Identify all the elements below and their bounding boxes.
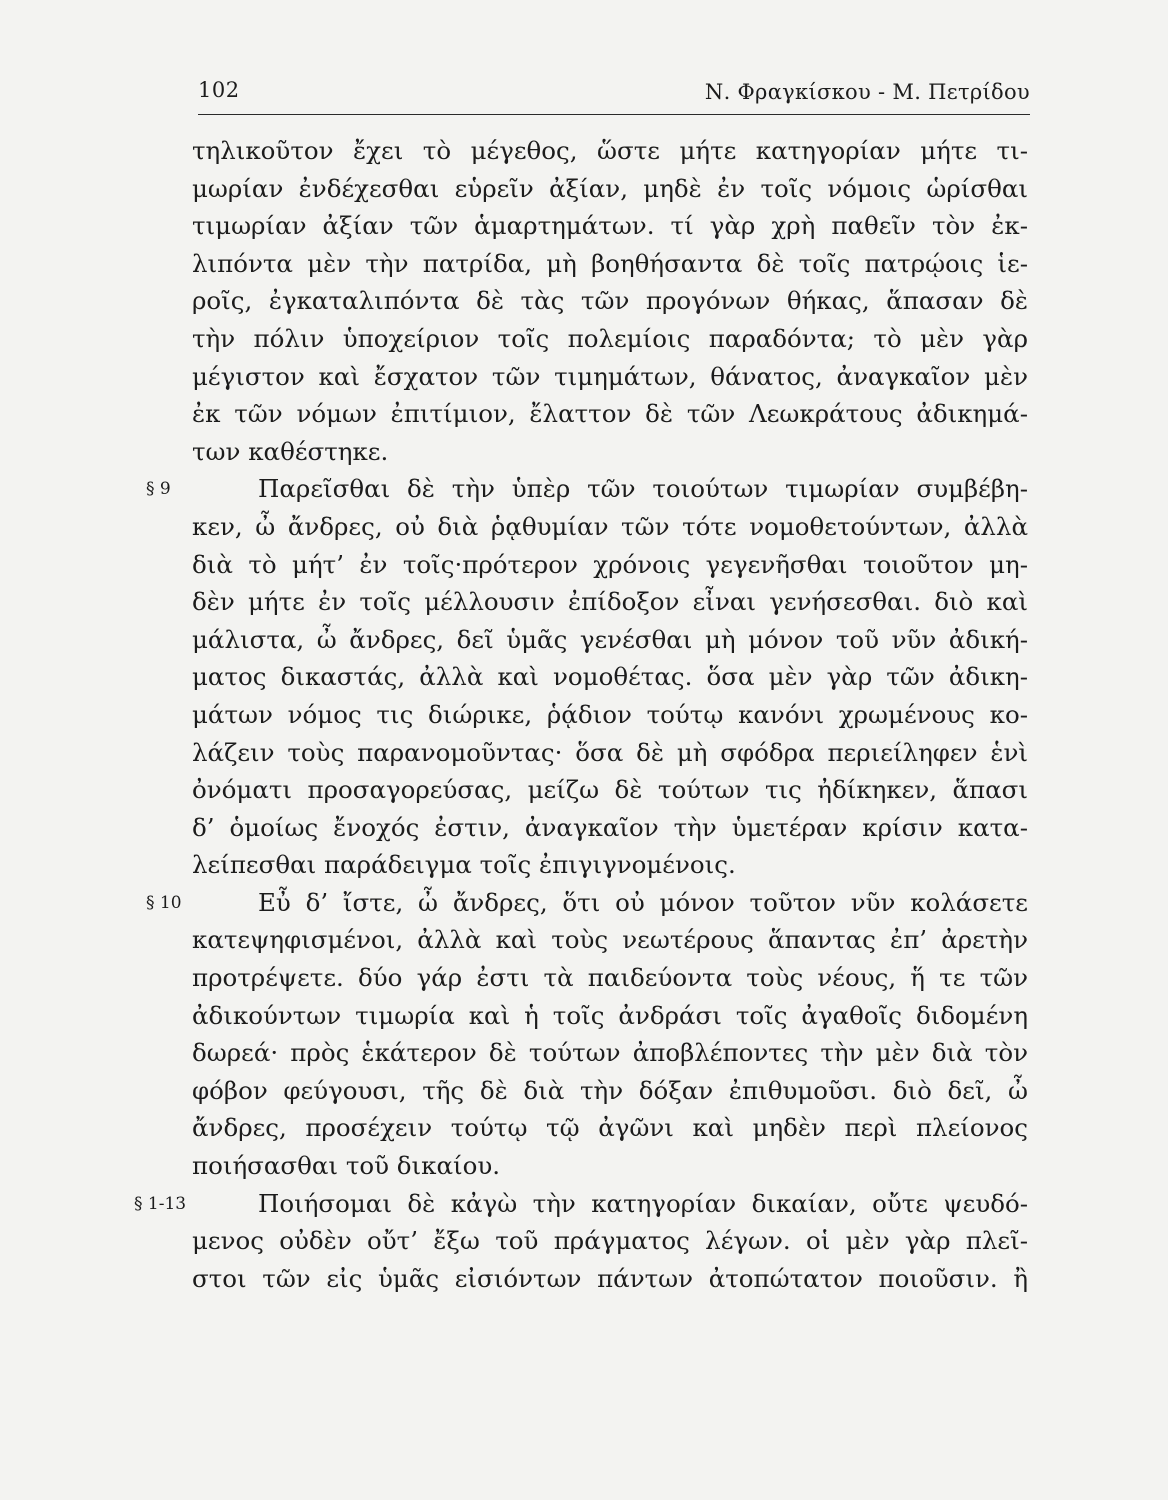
- paragraph-10-start: [146, 884, 1028, 922]
- text-line: Παρεῖσθαι δὲ τὴν ὑπὲρ τῶν τοιούτων τιμωρίαν συμβέβη-: [258, 474, 1028, 504]
- text-line: μέγιστον καὶ ἔσχατον τῶν τιμημάτων, θάνατος, ἀναγκαῖον μὲν: [192, 361, 1028, 391]
- text-line: λάζειν τοὺς παρανομοῦντας· ὅσα δὲ μὴ σφόδρα περιείληφεν ἑνὶ: [192, 737, 1028, 767]
- header-rule: [198, 114, 1030, 115]
- text-line: διὰ τὸ μήτ’ ἐν τοῖς·πρότερον χρόνοις γεγενῆσθαι τοιοῦτον μη-: [192, 549, 1028, 579]
- text-line: κατεψηφισμένοι, ἀλλὰ καὶ τοὺς νεωτέρους ἅπαντας ἐπ’ ἀρετὴν: [192, 925, 1028, 955]
- text-line: λιπόντα μὲν τὴν πατρίδα, μὴ βοηθήσαντα δὲ τοῖς πατρῴοις ἱε-: [192, 248, 1028, 278]
- section-marker-10: § 10: [146, 892, 182, 913]
- paragraph-9-start: [146, 470, 1028, 508]
- running-title: Ν. Φραγκίσκου - Μ. Πετρίδου: [704, 80, 1030, 104]
- text-line: κεν, ὦ ἄνδρες, οὐ διὰ ῥᾳθυμίαν τῶν τότε νομοθετούντων, ἀλλὰ: [192, 511, 1028, 541]
- text-line: Ποιήσομαι δὲ κἀγὼ τὴν κατηγορίαν δικαίαν, οὔτε ψευδό-: [258, 1188, 1028, 1218]
- text-line: φόβον φεύγουσι, τῆς δὲ διὰ τὴν δόξαν ἐπιθυμοῦσι. διὸ δεῖ, ὦ: [192, 1075, 1028, 1105]
- text-line: μάτων νόμος τις διώρικε, ῥᾴδιον τούτῳ κανόνι χρωμένους κο-: [192, 699, 1028, 729]
- body-text: [134, 132, 1028, 1297]
- text-line: τιμωρίαν ἀξίαν τῶν ἁμαρτημάτων. τί γὰρ χρὴ παθεῖν τὸν ἐκ-: [192, 211, 1028, 241]
- text-line: μωρίαν ἐνδέχεσθαι εὑρεῖν ἀξίαν, μηδὲ ἐν τοῖς νόμοις ὡρίσθαι: [192, 173, 1028, 203]
- text-line: ροῖς, ἐγκαταλιπόντα δὲ τὰς τῶν προγόνων θήκας, ἅπασαν δὲ: [192, 286, 1028, 316]
- text-line: ἄνδρες, προσέχειν τούτῳ τῷ ἀγῶνι καὶ μηδὲν περὶ πλείονος: [192, 1113, 1028, 1143]
- text-line: Εὖ δ’ ἴστε, ὦ ἄνδρες, ὅτι οὐ μόνον τοῦτον νῦν κολάσετε: [258, 887, 1028, 917]
- text-line: των καθέστηκε.: [192, 436, 389, 466]
- text-line: δ’ ὁμοίως ἔνοχός ἐστιν, ἀναγκαῖον τὴν ὑμετέραν κρίσιν κατα-: [192, 812, 1028, 842]
- text-line: δὲν μήτε ἐν τοῖς μέλλουσιν ἐπίδοξον εἶναι γενήσεσθαι. διὸ καὶ: [192, 587, 1028, 617]
- paragraph-11-13-start: [134, 1185, 1028, 1223]
- text-line: μενος οὐδὲν οὔτ’ ἔξω τοῦ πράγματος λέγων. οἱ μὲν γὰρ πλεῖ-: [192, 1226, 1028, 1256]
- text-line: μάλιστα, ὦ ἄνδρες, δεῖ ὑμᾶς γενέσθαι μὴ μόνον τοῦ νῦν ἀδική-: [192, 624, 1028, 654]
- text-line: ὀνόματι προσαγορεύσας, μείζω δὲ τούτων τις ἠδίκηκεν, ἅπασι: [192, 775, 1028, 805]
- page-number: 102: [198, 78, 240, 102]
- text-line: λείπεσθαι παράδειγμα τοῖς ἐπιγιγνομένοις.: [192, 850, 736, 880]
- section-marker-11-13: § 1-13: [134, 1193, 187, 1214]
- running-head: [198, 72, 1030, 116]
- text-line: ποιήσασθαι τοῦ δικαίου.: [192, 1151, 501, 1181]
- text-line: δωρεά· πρὸς ἑκάτερον δὲ τούτων ἀποβλέποντες τὴν μὲν διὰ τὸν: [192, 1038, 1028, 1068]
- text-line: προτρέψετε. δύο γάρ ἐστι τὰ παιδεύοντα τοὺς νέους, ἥ τε τῶν: [192, 963, 1028, 993]
- text-line: τηλικοῦτον ἔχει τὸ μέγεθος, ὥστε μήτε κατηγορίαν μήτε τι-: [192, 136, 1028, 165]
- section-marker-9: § 9: [146, 479, 171, 500]
- text-line: ἀδικούντων τιμωρία καὶ ἡ τοῖς ἀνδράσι τοῖς ἀγαθοῖς διδομένη: [192, 1000, 1028, 1030]
- text-line: ἐκ τῶν νόμων ἐπιτίμιον, ἔλαττον δὲ τῶν Λεωκράτους ἀδικημά-: [192, 399, 1028, 429]
- text-line: ματος δικαστάς, ἀλλὰ καὶ νομοθέτας. ὅσα μὲν γὰρ τῶν ἀδικη-: [192, 662, 1028, 692]
- text-line: στοι τῶν εἰς ὑμᾶς εἰσιόντων πάντων ἀτοπώτατον ποιοῦσιν. ἢ: [192, 1263, 1028, 1293]
- text-line: τὴν πόλιν ὑποχείριον τοῖς πολεμίοις παραδόντα; τὸ μὲν γὰρ: [192, 323, 1028, 353]
